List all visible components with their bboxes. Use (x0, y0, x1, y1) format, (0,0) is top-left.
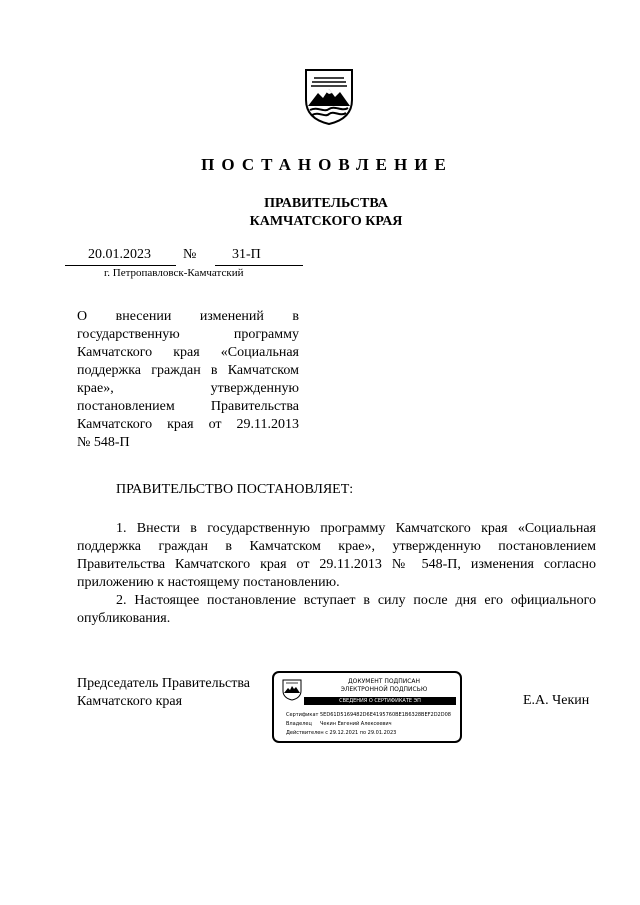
document-body (77, 520, 596, 628)
issuer-line: ПРАВИТЕЛЬСТВА (264, 196, 388, 211)
stamp-details (286, 711, 458, 738)
document-city: г. Петропавловск-Камчатский (104, 267, 244, 279)
signatory-title (77, 675, 250, 711)
subject-line: Камчатского края «Социальная (77, 345, 299, 360)
subject-line: государственную программу (77, 327, 299, 342)
number-underline (215, 265, 303, 266)
subject-line: О внесении изменений в (77, 309, 299, 324)
document-date: 20.01.2023 (88, 247, 151, 262)
signatory-name: Е.А. Чекин (523, 693, 590, 708)
body-paragraph: 1. Внести в государственную программу Камчатского края «Социальная поддержка граждан в Камчатском крае», утвержденную постановлением Правительства Камчатского края от 29.11.2013 № 548-П, изменения согласно приложению к настоящему постановлению. (77, 521, 596, 590)
stamp-heading (314, 678, 454, 694)
stamp-cert-value: 5ED61D5169482D6E4195760BE1B6328BEF2D2D08 (320, 712, 451, 718)
electronic-signature-stamp (272, 671, 462, 743)
document-number-label: № (183, 247, 197, 262)
stamp-cert-label: Сертификат (286, 712, 319, 718)
issuer-heading (0, 195, 640, 231)
document-number: 31-П (232, 247, 261, 262)
document-type-heading: ПОСТАНОВЛЕНИЕ (201, 155, 453, 174)
document-subject (77, 308, 299, 452)
stamp-owner-value: Чекин Евгений Алексеевич (320, 721, 392, 727)
stamp-valid-row: Действителен с 29.12.2021 по 29.01.2023 (286, 730, 397, 736)
kamchatka-emblem-icon (302, 66, 356, 126)
date-underline (65, 265, 176, 266)
stamp-owner-row (286, 720, 458, 729)
stamp-heading-line: ДОКУМЕНТ ПОДПИСАН (347, 678, 421, 685)
subject-line: Камчатского края от 29.11.2013 (77, 417, 299, 432)
stamp-emblem-icon (282, 679, 302, 701)
signatory-title-line: Камчатского края (77, 694, 183, 709)
stamp-owner-label: Владелец (286, 721, 312, 727)
stamp-heading-line: ЭЛЕКТРОННОЙ ПОДПИСЬЮ (340, 686, 428, 693)
stamp-certificate-bar: СВЕДЕНИЯ О СЕРТИФИКАТЕ ЭП (304, 697, 456, 705)
subject-line: поддержка граждан в Камчатском (77, 363, 299, 378)
subject-line: крае», утвержденную (77, 381, 299, 396)
decree-formula: ПРАВИТЕЛЬСТВО ПОСТАНОВЛЯЕТ: (116, 482, 354, 497)
stamp-cert-row (286, 711, 458, 720)
body-paragraph: 2. Настоящее постановление вступает в силу после дня его официального опубликования. (77, 593, 596, 626)
issuer-line: КАМЧАТСКОГО КРАЯ (249, 214, 403, 229)
subject-line: № 548-П (77, 435, 130, 450)
subject-line: постановлением Правительства (77, 399, 299, 414)
signatory-title-line: Председатель Правительства (77, 676, 250, 691)
